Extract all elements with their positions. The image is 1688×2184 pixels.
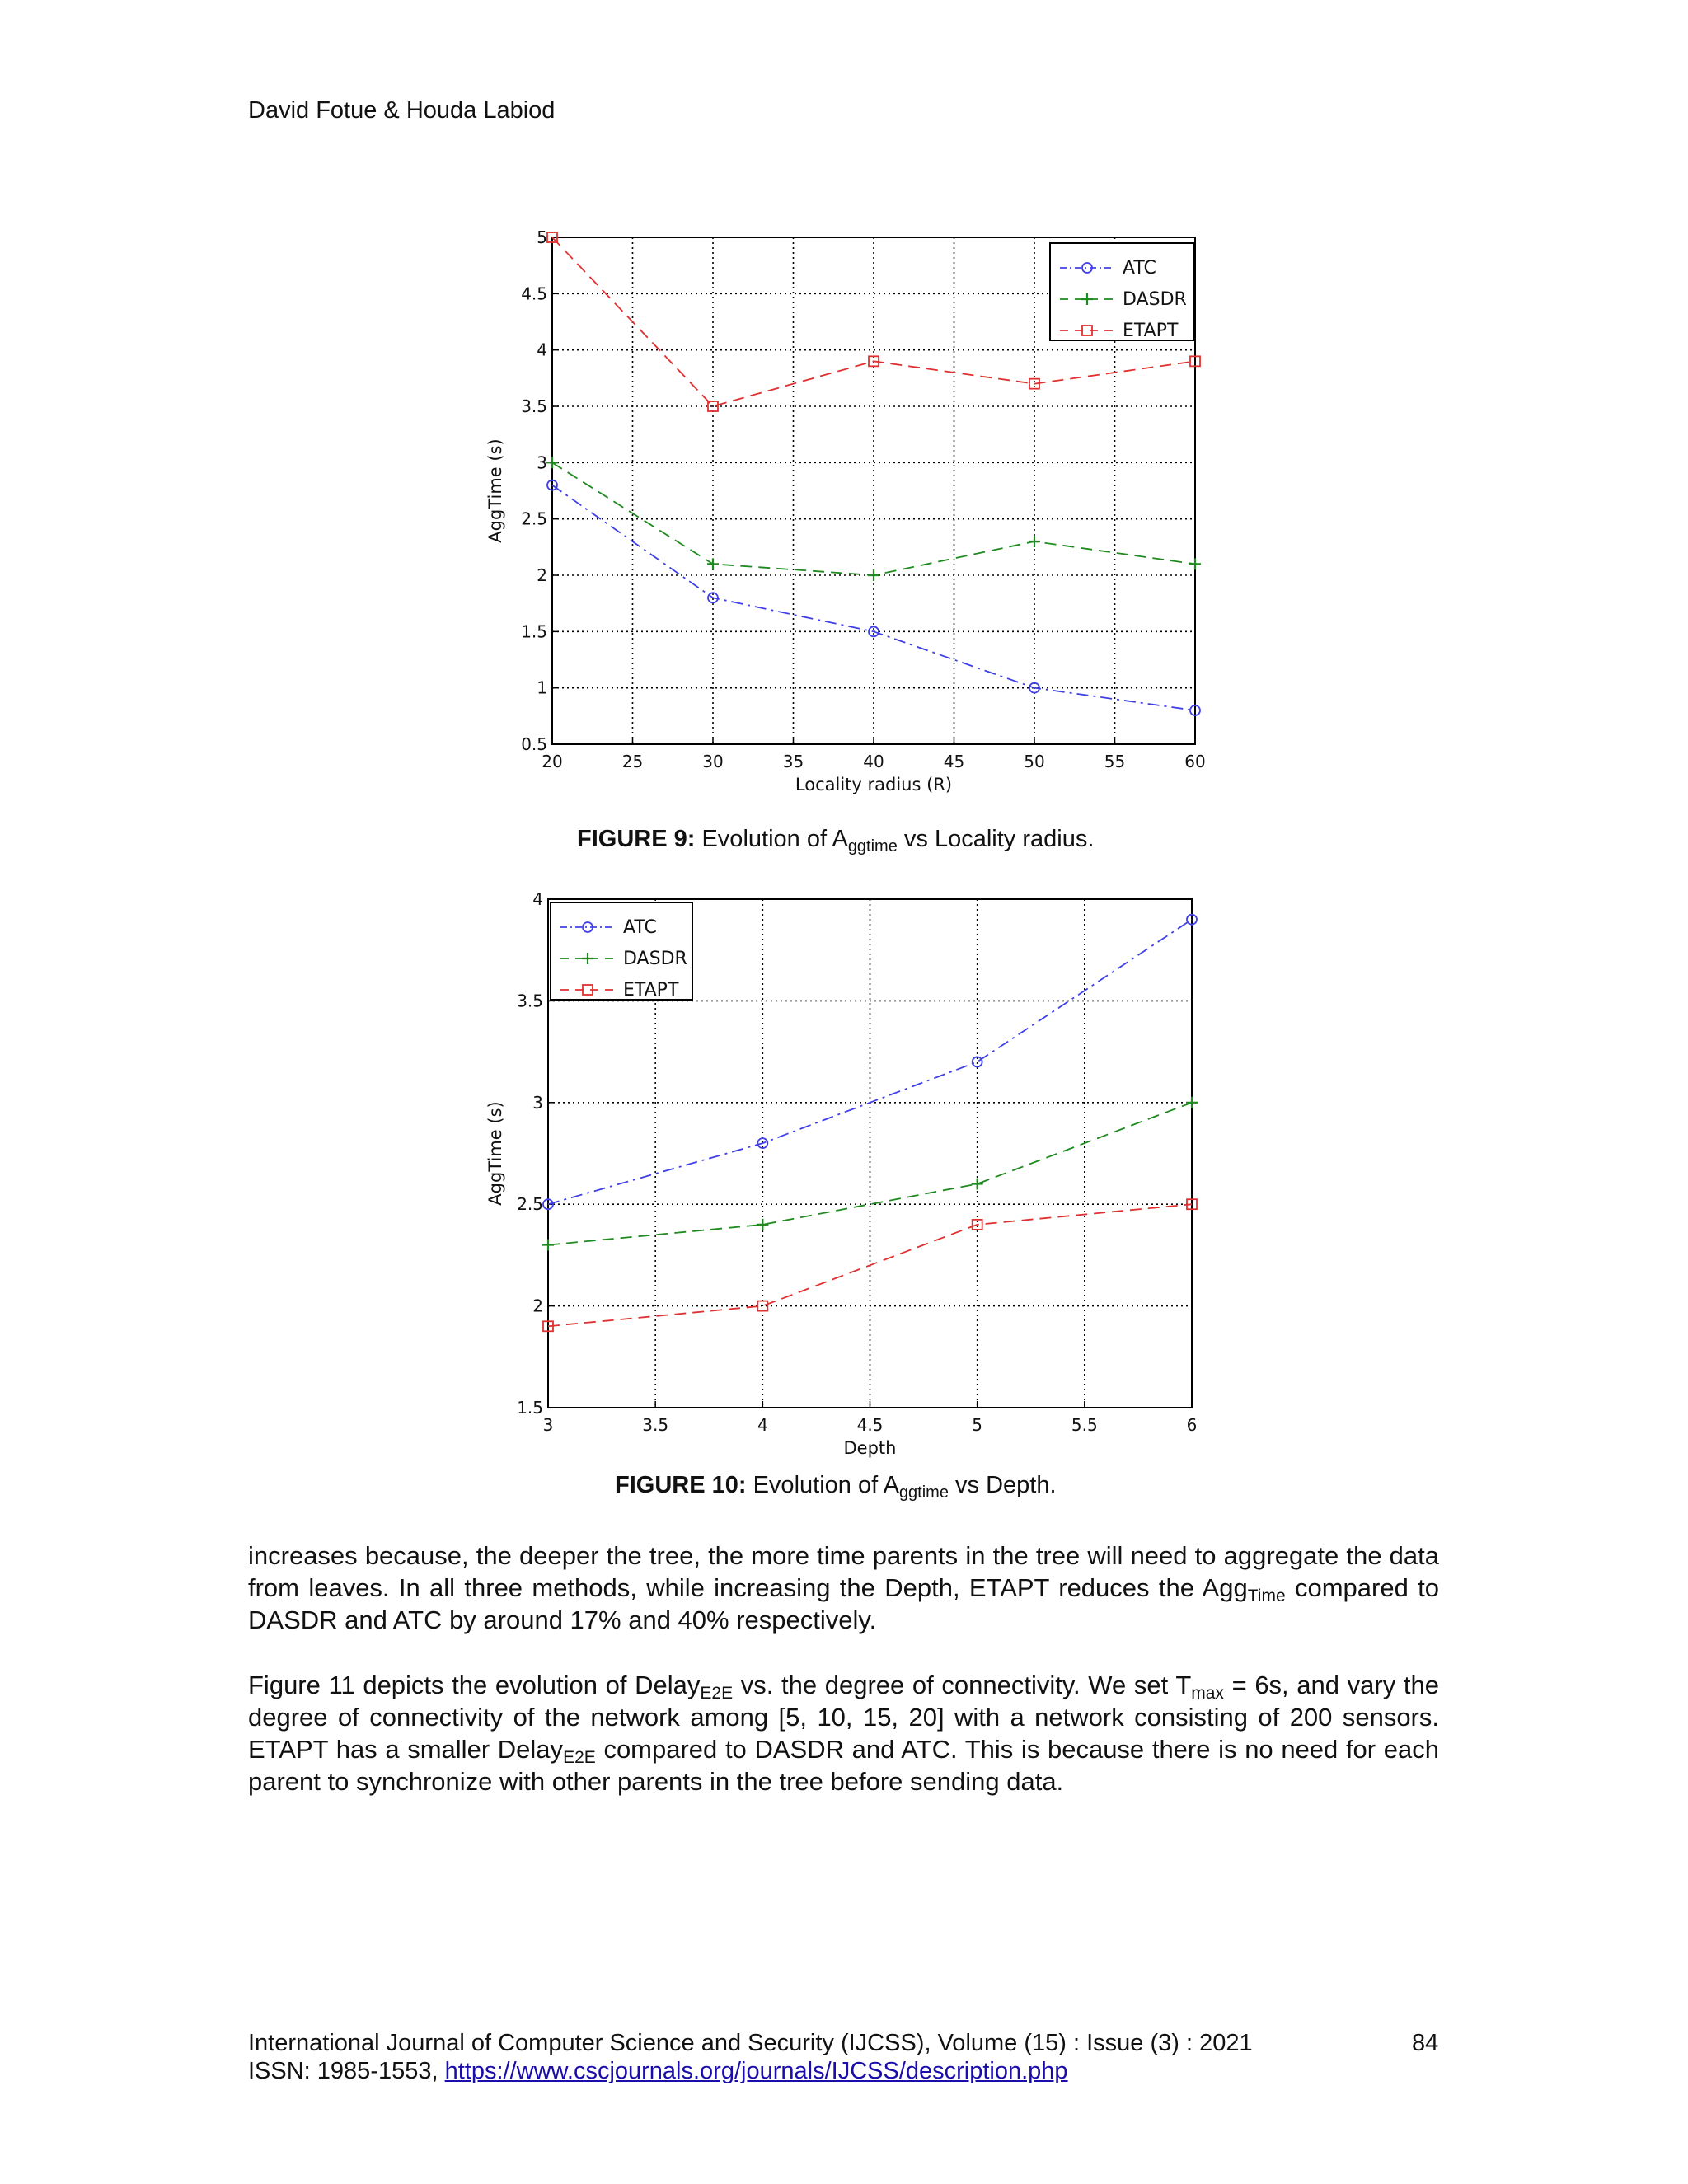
chart1-ytick-label: 3 <box>532 1092 543 1113</box>
chart1-ytick-label: 2.5 <box>517 1194 543 1215</box>
chart1-xtick-label: 4 <box>757 1415 768 1435</box>
figure-10-chart <box>478 886 1220 1463</box>
chart0-xtick-label: 55 <box>1104 752 1126 771</box>
figure-9-caption-label: FIGURE 9: <box>577 826 696 852</box>
figure-9-caption-text: Evolution of A <box>701 826 848 852</box>
paragraph-aggtime-depth <box>248 1540 1439 1636</box>
chart0-xtick-label: 25 <box>621 752 644 771</box>
paragraph-1-text: increases because, the deeper the tree, the more time parents in the tree will need to aggregate the data from leaves. In all three methods, while increasing the Depth, ETAPT reduces the Agg <box>248 1541 1439 1602</box>
chart1-xtick-label: 6 <box>1186 1415 1198 1435</box>
figure-10-caption-tail: vs Depth. <box>955 1472 1057 1498</box>
figure-9-caption <box>577 826 1094 853</box>
chart1-legend-atc-label: ATC <box>623 917 657 938</box>
chart0-xtick-label: 50 <box>1024 752 1045 771</box>
chart0-legend-dasdr-label: DASDR <box>1123 289 1187 310</box>
chart0-xtick-label: 30 <box>702 752 724 771</box>
chart0-ytick-label: 1 <box>537 677 547 698</box>
running-header-authors: David Fotue & Houda Labiod <box>248 97 556 124</box>
figure-10 <box>478 886 1220 1463</box>
chart1-xtick-label: 3.5 <box>642 1415 669 1435</box>
footer-journal-link[interactable]: https://www.cscjournals.org/journals/IJCSS/description.php <box>444 2058 1068 2084</box>
chart0-ytick-label: 4.5 <box>521 284 547 304</box>
chart1-xtick-label: 4.5 <box>856 1415 884 1435</box>
chart0-ytick-label: 2 <box>537 565 547 585</box>
paragraph-2-text-c: = 6s, and vary the degree of connectivity of the network among [5, 10, 15, 20] with a network consisting of 200 sensors. ETAPT has a smaller Delay <box>248 1671 1439 1764</box>
footer-issn: ISSN: 1985-1553, <box>248 2058 438 2084</box>
footer-issn-line <box>248 2058 1068 2085</box>
chart0-ytick-label: 5 <box>537 227 547 247</box>
figure-10-caption-label: FIGURE 10: <box>615 1472 747 1498</box>
chart0-xtick-label: 45 <box>943 752 965 771</box>
chart1-ytick-label: 1.5 <box>517 1398 543 1418</box>
paragraph-2-text-b: vs. the degree of connectivity. We set T <box>740 1671 1192 1699</box>
chart0-ytick-label: 1.5 <box>521 621 547 642</box>
chart0-xtick-label: 35 <box>782 752 804 771</box>
paragraph-2-subscript-c: E2E <box>563 1748 596 1767</box>
chart0-legend-etapt-label: ETAPT <box>1123 321 1179 341</box>
chart1-legend-etapt-label: ETAPT <box>623 980 679 1001</box>
paragraph-2-text-d: compared to DASDR and ATC. This is because there is no need for each parent to synchronize with other parents in the tree before sending data. <box>248 1735 1440 1796</box>
chart1-ytick-label: 2 <box>532 1296 543 1316</box>
chart1-ytick-label: 3.5 <box>517 991 543 1011</box>
chart0-xtick-label: 40 <box>863 752 884 771</box>
figure-9-caption-tail: vs Locality radius. <box>903 826 1095 852</box>
chart1-xtick-label: 3 <box>542 1415 554 1435</box>
paragraph-figure-11 <box>248 1669 1439 1797</box>
figure-10-caption <box>615 1472 1057 1502</box>
chart0-ytick-label: 4 <box>537 340 547 360</box>
chart1-ylabel: AggTime (s) <box>485 1101 505 1206</box>
page-number: 84 <box>1412 2030 1439 2056</box>
chart0-xlabel: Locality radius (R) <box>795 775 953 794</box>
figure-9-chart <box>478 223 1220 816</box>
chart0-legend-atc-label: ATC <box>1123 258 1156 279</box>
chart0-ylabel: AggTime (s) <box>485 438 505 543</box>
paragraph-2-text-a: Figure 11 depicts the evolution of Delay <box>248 1671 701 1699</box>
chart0-xtick-label: 60 <box>1184 752 1206 771</box>
footer-journal: International Journal of Computer Science and Security (IJCSS), Volume (15) : Issue (3) : 2021 <box>248 2030 1253 2056</box>
figure-9 <box>478 223 1220 816</box>
paragraph-1-tail: compared to DASDR and ATC by around 17% and 40% respectively. <box>248 1573 1439 1634</box>
figure-10-caption-subscript: ggtime <box>898 1483 949 1502</box>
chart0-ytick-label: 2.5 <box>521 509 547 529</box>
chart1-ytick-label: 4 <box>532 889 543 909</box>
paragraph-2-subscript-b: max <box>1191 1684 1224 1703</box>
chart1-xtick-label: 5.5 <box>1071 1415 1098 1435</box>
paragraph-2-subscript-a: E2E <box>700 1684 734 1703</box>
chart1-xlabel: Depth <box>843 1438 897 1458</box>
chart1-legend-dasdr-label: DASDR <box>623 949 687 969</box>
chart0-ytick-label: 0.5 <box>521 734 547 754</box>
paragraph-1-subscript: Time <box>1247 1586 1286 1605</box>
figure-9-caption-subscript: ggtime <box>847 837 898 855</box>
chart0-ytick-label: 3.5 <box>521 396 547 416</box>
chart0-xtick-label: 20 <box>542 752 563 771</box>
chart1-xtick-label: 5 <box>972 1415 983 1435</box>
chart0-ytick-label: 3 <box>537 452 547 473</box>
figure-10-caption-text: Evolution of A <box>753 1472 899 1498</box>
